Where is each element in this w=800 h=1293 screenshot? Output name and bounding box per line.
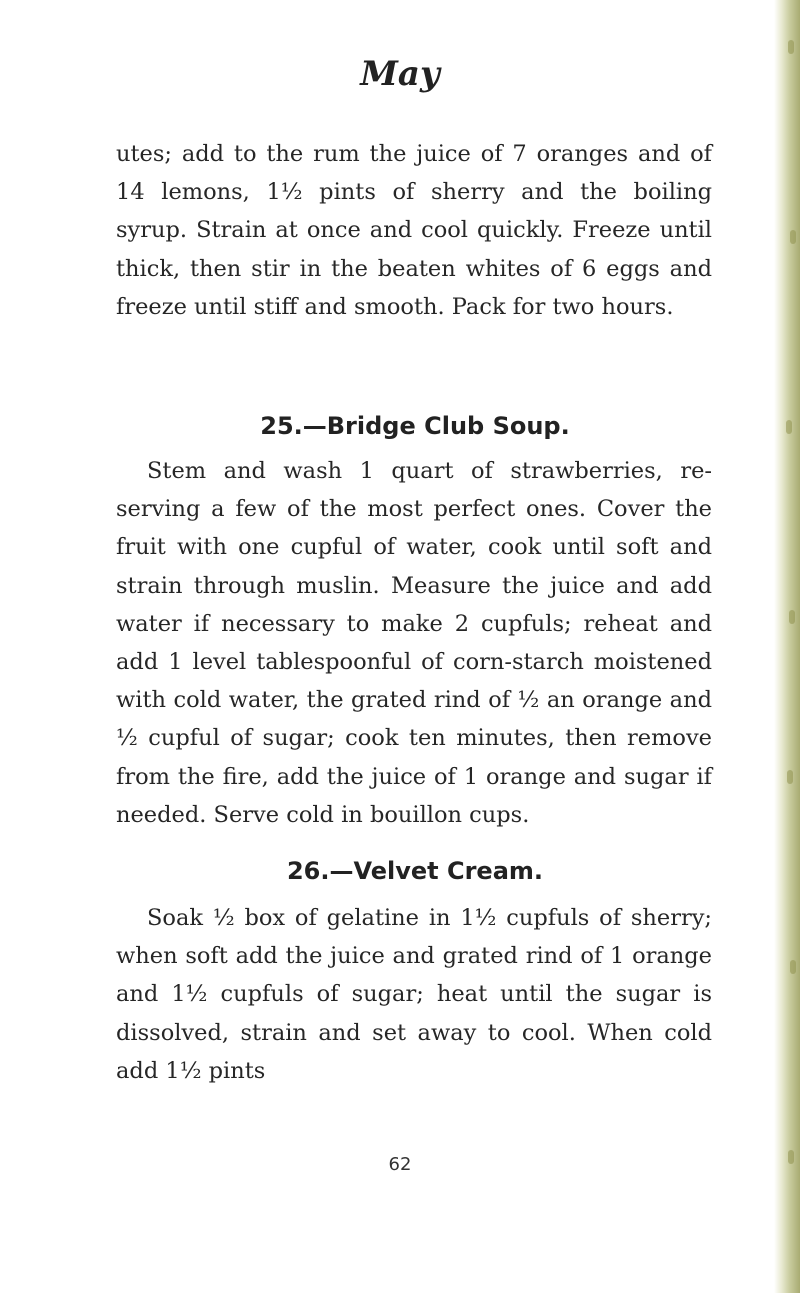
- paper-speck: [790, 960, 796, 974]
- recipe-heading-25: 25.—Bridge Club Soup.: [260, 412, 570, 440]
- paper-speck: [790, 230, 796, 244]
- intro-paragraph: utes; add to the rum the juice of 7 oranges and of 14 lemons, 1½ pints of sherry and the boiling syrup. Strain at once and cool quickly. Freeze until thick, then stir in the beaten whites of 6 eggs and freeze until stiff and smooth. Pack for two hours.: [116, 141, 712, 320]
- recipe-heading-26: 26.—Velvet Cream.: [286, 857, 544, 885]
- running-head: May: [360, 54, 440, 94]
- paper-speck: [786, 420, 792, 434]
- paper-speck: [789, 610, 795, 624]
- recipe-text-26: Soak ½ box of gelatine in 1½ cupfuls of sherry; when soft add the juice and grated rind of 1 orange and 1½ cupfuls of sugar; heat until the sugar is dissolved, strain and set away to cool. When cold add 1½ pints: [116, 905, 712, 1084]
- paper-speck: [788, 40, 794, 54]
- paper-speck: [787, 770, 793, 784]
- page-number: 62: [388, 1154, 412, 1175]
- paper-speck: [788, 1150, 794, 1164]
- recipe-text-25: Stem and wash 1 quart of strawberries, re-serving a few of the most perfect ones. Cover the fruit with one cupful of water, cook until soft and strain through muslin. Measure the juice and add water if necessary to make 2 cupfuls; reheat and add 1 level tablespoonful of corn-starch moistened with cold water, the grated rind of ½ an orange and ½ cupful of sugar; cook ten minutes, then remove from the fire, add the juice of 1 orange and sugar if needed. Serve cold in bouillon cups.: [116, 458, 712, 828]
- page-edge-shadow: [774, 0, 800, 1293]
